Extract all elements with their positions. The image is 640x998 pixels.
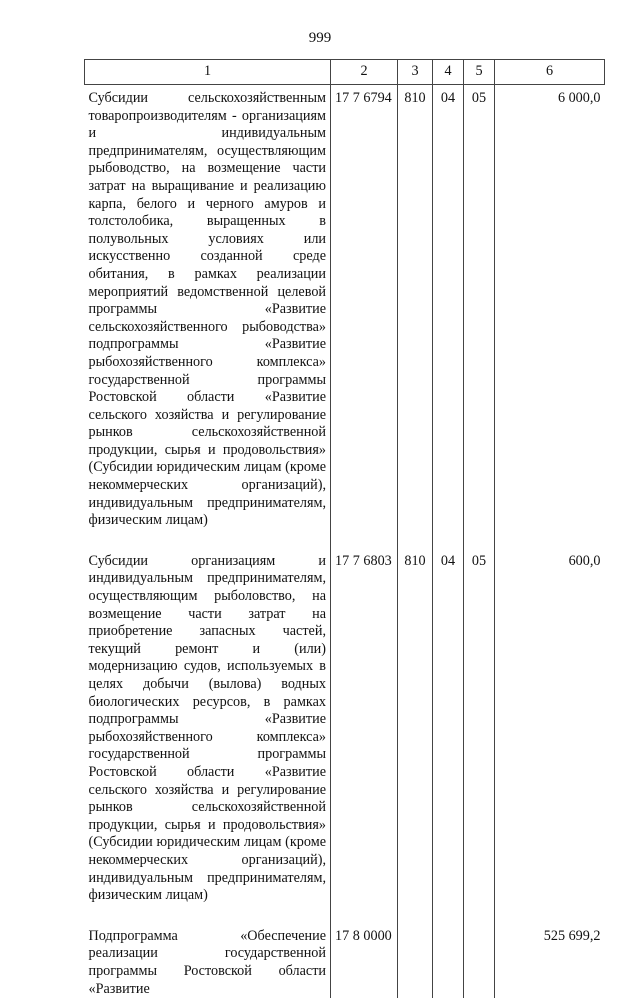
row-col4: 04 — [433, 548, 464, 923]
table-row — [85, 548, 605, 923]
col-header-3: 3 — [398, 60, 433, 85]
row-code: 17 7 6794 — [331, 85, 398, 548]
table-row — [85, 923, 605, 998]
row-col3: 810 — [398, 548, 433, 923]
header-row — [85, 60, 605, 85]
col-header-5: 5 — [464, 60, 495, 85]
row-description: Подпрограмма «Обеспечение реализации государственной программы Ростовской области «Развитие — [85, 923, 331, 998]
budget-table — [84, 59, 605, 998]
row-col5 — [464, 923, 495, 998]
row-col3 — [398, 923, 433, 998]
row-code: 17 8 0000 — [331, 923, 398, 998]
row-col5: 05 — [464, 548, 495, 923]
row-amount: 525 699,2 — [495, 923, 605, 998]
table-row — [85, 85, 605, 548]
col-header-1: 1 — [85, 60, 331, 85]
row-amount: 6 000,0 — [495, 85, 605, 548]
row-col5: 05 — [464, 85, 495, 548]
col-header-2: 2 — [331, 60, 398, 85]
row-col3: 810 — [398, 85, 433, 548]
row-col4 — [433, 923, 464, 998]
table-header — [85, 60, 605, 85]
col-header-4: 4 — [433, 60, 464, 85]
row-description: Субсидии сельскохозяйственным товаропроизводителям - организациям и индивидуальным предпринимателям, осуществляющим рыбоводство, на возмещение части затрат на выращивание и реализацию карпа, белого и черного амуров и толстолобика, выращенных в полувольных условиях или искусственно созданной среде обитания, в рамках реализации мероприятий ведомственной целевой программы «Развитие сельскохозяйственного рыбоводства» подпрограммы «Развитие рыбохозяйственного комплекса» государственной программы Ростовской области «Развитие сельского хозяйства и регулирование рынков сельскохозяйственной продукции, сырья и продовольствия» (Субсидии юридическим лицам (кроме некоммерческих организаций), индивидуальным предпринимателям, физическим лицам) — [85, 85, 331, 548]
col-header-6: 6 — [495, 60, 605, 85]
row-amount: 600,0 — [495, 548, 605, 923]
page-number: 999 — [0, 30, 640, 47]
row-col4: 04 — [433, 85, 464, 548]
table-body — [85, 85, 605, 998]
row-code: 17 7 6803 — [331, 548, 398, 923]
row-description: Субсидии организациям и индивидуальным предпринимателям, осуществляющим рыболовство, на возмещение части затрат на приобретение запасных частей, текущий ремонт и (или) модернизацию судов, используемых в целях добычи (вылова) водных биологических ресурсов, в рамках подпрограммы «Развитие рыбохозяйственного комплекса» государственной программы Ростовской области «Развитие сельского хозяйства и регулирование рынков сельскохозяйственной продукции, сырья и продовольствия» (Субсидии юридическим лицам (кроме некоммерческих организаций), индивидуальным предпринимателям, физическим лицам) — [85, 548, 331, 923]
